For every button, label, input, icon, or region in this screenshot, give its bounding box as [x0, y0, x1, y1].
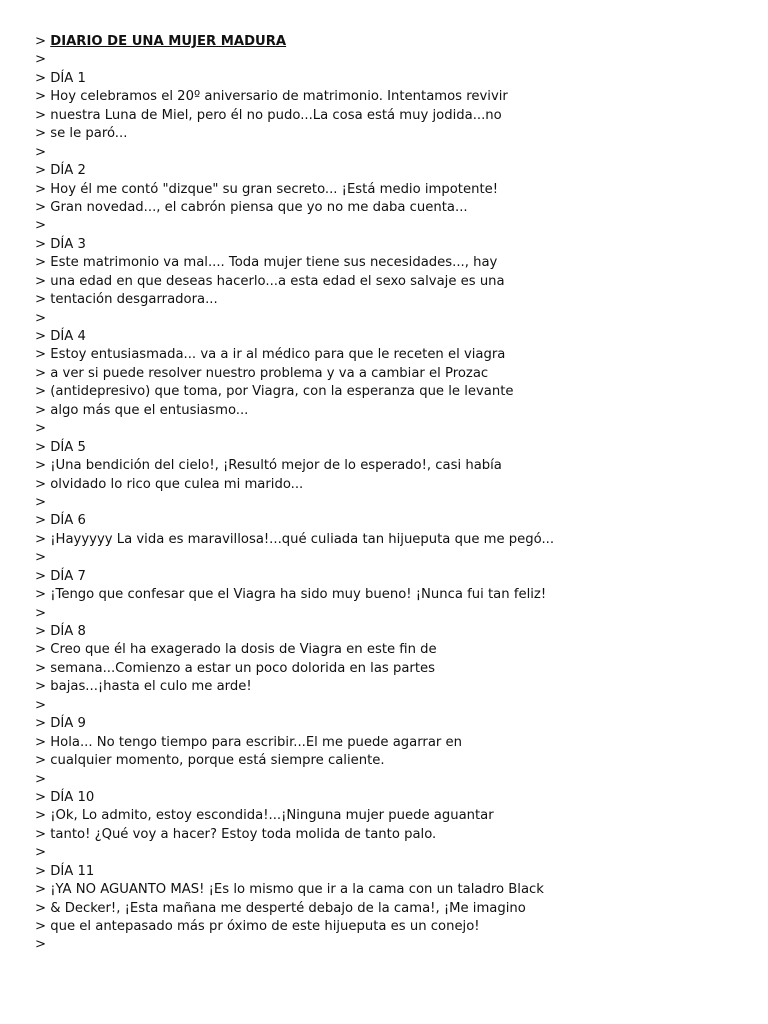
text-line: > [35, 144, 47, 160]
text-line: > nuestra Luna de Miel, pero él no pudo...La cosa está muy jodida...no [35, 107, 502, 123]
text-line: > (antidepresivo) que toma, por Viagra, con la esperanza que le levante [35, 384, 514, 400]
text-line: > DÍA 10 [35, 789, 95, 805]
document-title-line [35, 33, 735, 51]
text-line: > DÍA 6 [35, 513, 86, 529]
document-page [35, 33, 735, 955]
text-line: > [35, 550, 47, 566]
text-line: > olvidado lo rico que culea mi marido... [35, 476, 304, 492]
text-line: > bajas...¡hasta el culo me arde! [35, 679, 252, 695]
text-line: > DÍA 5 [35, 439, 86, 455]
text-line: > semana...Comienzo a estar un poco dolorida en las partes [35, 660, 435, 676]
text-line: > DÍA 3 [35, 236, 86, 252]
title-prefix: > [35, 34, 51, 49]
text-line: > [35, 310, 47, 326]
text-line: > cualquier momento, porque está siempre caliente. [35, 753, 385, 769]
text-line: > [35, 605, 47, 621]
text-line: > ¡Una bendición del cielo!, ¡Resultó mejor de lo esperado!, casi había [35, 458, 502, 474]
text-line: > ¡Hayyyyy La vida es maravillosa!...qué culiada tan hijueputa que me pegó... [35, 531, 555, 547]
text-line: > [35, 697, 47, 713]
text-line: > DÍA 8 [35, 624, 86, 639]
text-line: > DÍA 11 [35, 863, 95, 879]
text-line: > Creo que él ha exagerado la dosis de Viagra en este fin de [35, 642, 437, 658]
text-line: > [35, 421, 47, 437]
text-line: > tentación desgarradora... [35, 292, 218, 308]
text-line: > a ver si puede resolver nuestro problema y va a cambiar el Prozac [35, 365, 489, 381]
text-line: > una edad en que deseas hacerlo...a esta edad el sexo salvaje es una [35, 273, 505, 289]
text-line: > DÍA 7 [35, 568, 86, 584]
text-line: > [35, 218, 47, 234]
text-line: > & Decker!, ¡Esta mañana me desperté debajo de la cama!, ¡Me imagino [35, 900, 526, 916]
text-line: > Hola... No tengo tiempo para escribir...El me puede agarrar en [35, 734, 463, 750]
text-line: > Hoy él me contó "dizque" su gran secreto... ¡Está medio impotente! [35, 181, 499, 197]
text-line: > tanto! ¿Qué voy a hacer? Estoy toda molida de tanto palo. [35, 826, 437, 842]
text-line: > Hoy celebramos el 20º aniversario de matrimonio. Intentamos revivir [35, 89, 508, 105]
text-line: > [35, 845, 47, 861]
text-line: > Gran novedad..., el cabrón piensa que yo no me daba cuenta... [35, 199, 468, 215]
text-line: > DÍA 1 [35, 70, 86, 86]
text-line: > DÍA 2 [35, 163, 86, 179]
text-line: > [35, 52, 47, 68]
text-line: > [35, 771, 47, 787]
text-line: > que el antepasado más pr óximo de este hijueputa es un conejo! [35, 919, 480, 934]
document-body [35, 51, 735, 954]
text-line: > [35, 494, 47, 510]
text-line: > ¡Tengo que confesar que el Viagra ha sido muy bueno! ¡Nunca fui tan feliz! [35, 587, 547, 603]
text-line: > Estoy entusiasmada... va a ir al médico para que le receten el viagra [35, 347, 506, 363]
text-line: > algo más que el entusiasmo... [35, 402, 249, 418]
text-line: > se le paró... [35, 126, 128, 142]
text-line: > DÍA 4 [35, 329, 86, 344]
text-line: > ¡Ok, Lo admito, estoy escondida!...¡Ninguna mujer puede aguantar [35, 808, 494, 824]
document-title: DIARIO DE UNA MUJER MADURA [50, 34, 287, 49]
text-line: > [35, 937, 47, 953]
text-line: > DÍA 9 [35, 716, 86, 732]
text-line: > Este matrimonio va mal.... Toda mujer tiene sus necesidades..., hay [35, 255, 498, 271]
text-line: > ¡YA NO AGUANTO MAS! ¡Es lo mismo que ir a la cama con un taladro Black [35, 882, 544, 898]
